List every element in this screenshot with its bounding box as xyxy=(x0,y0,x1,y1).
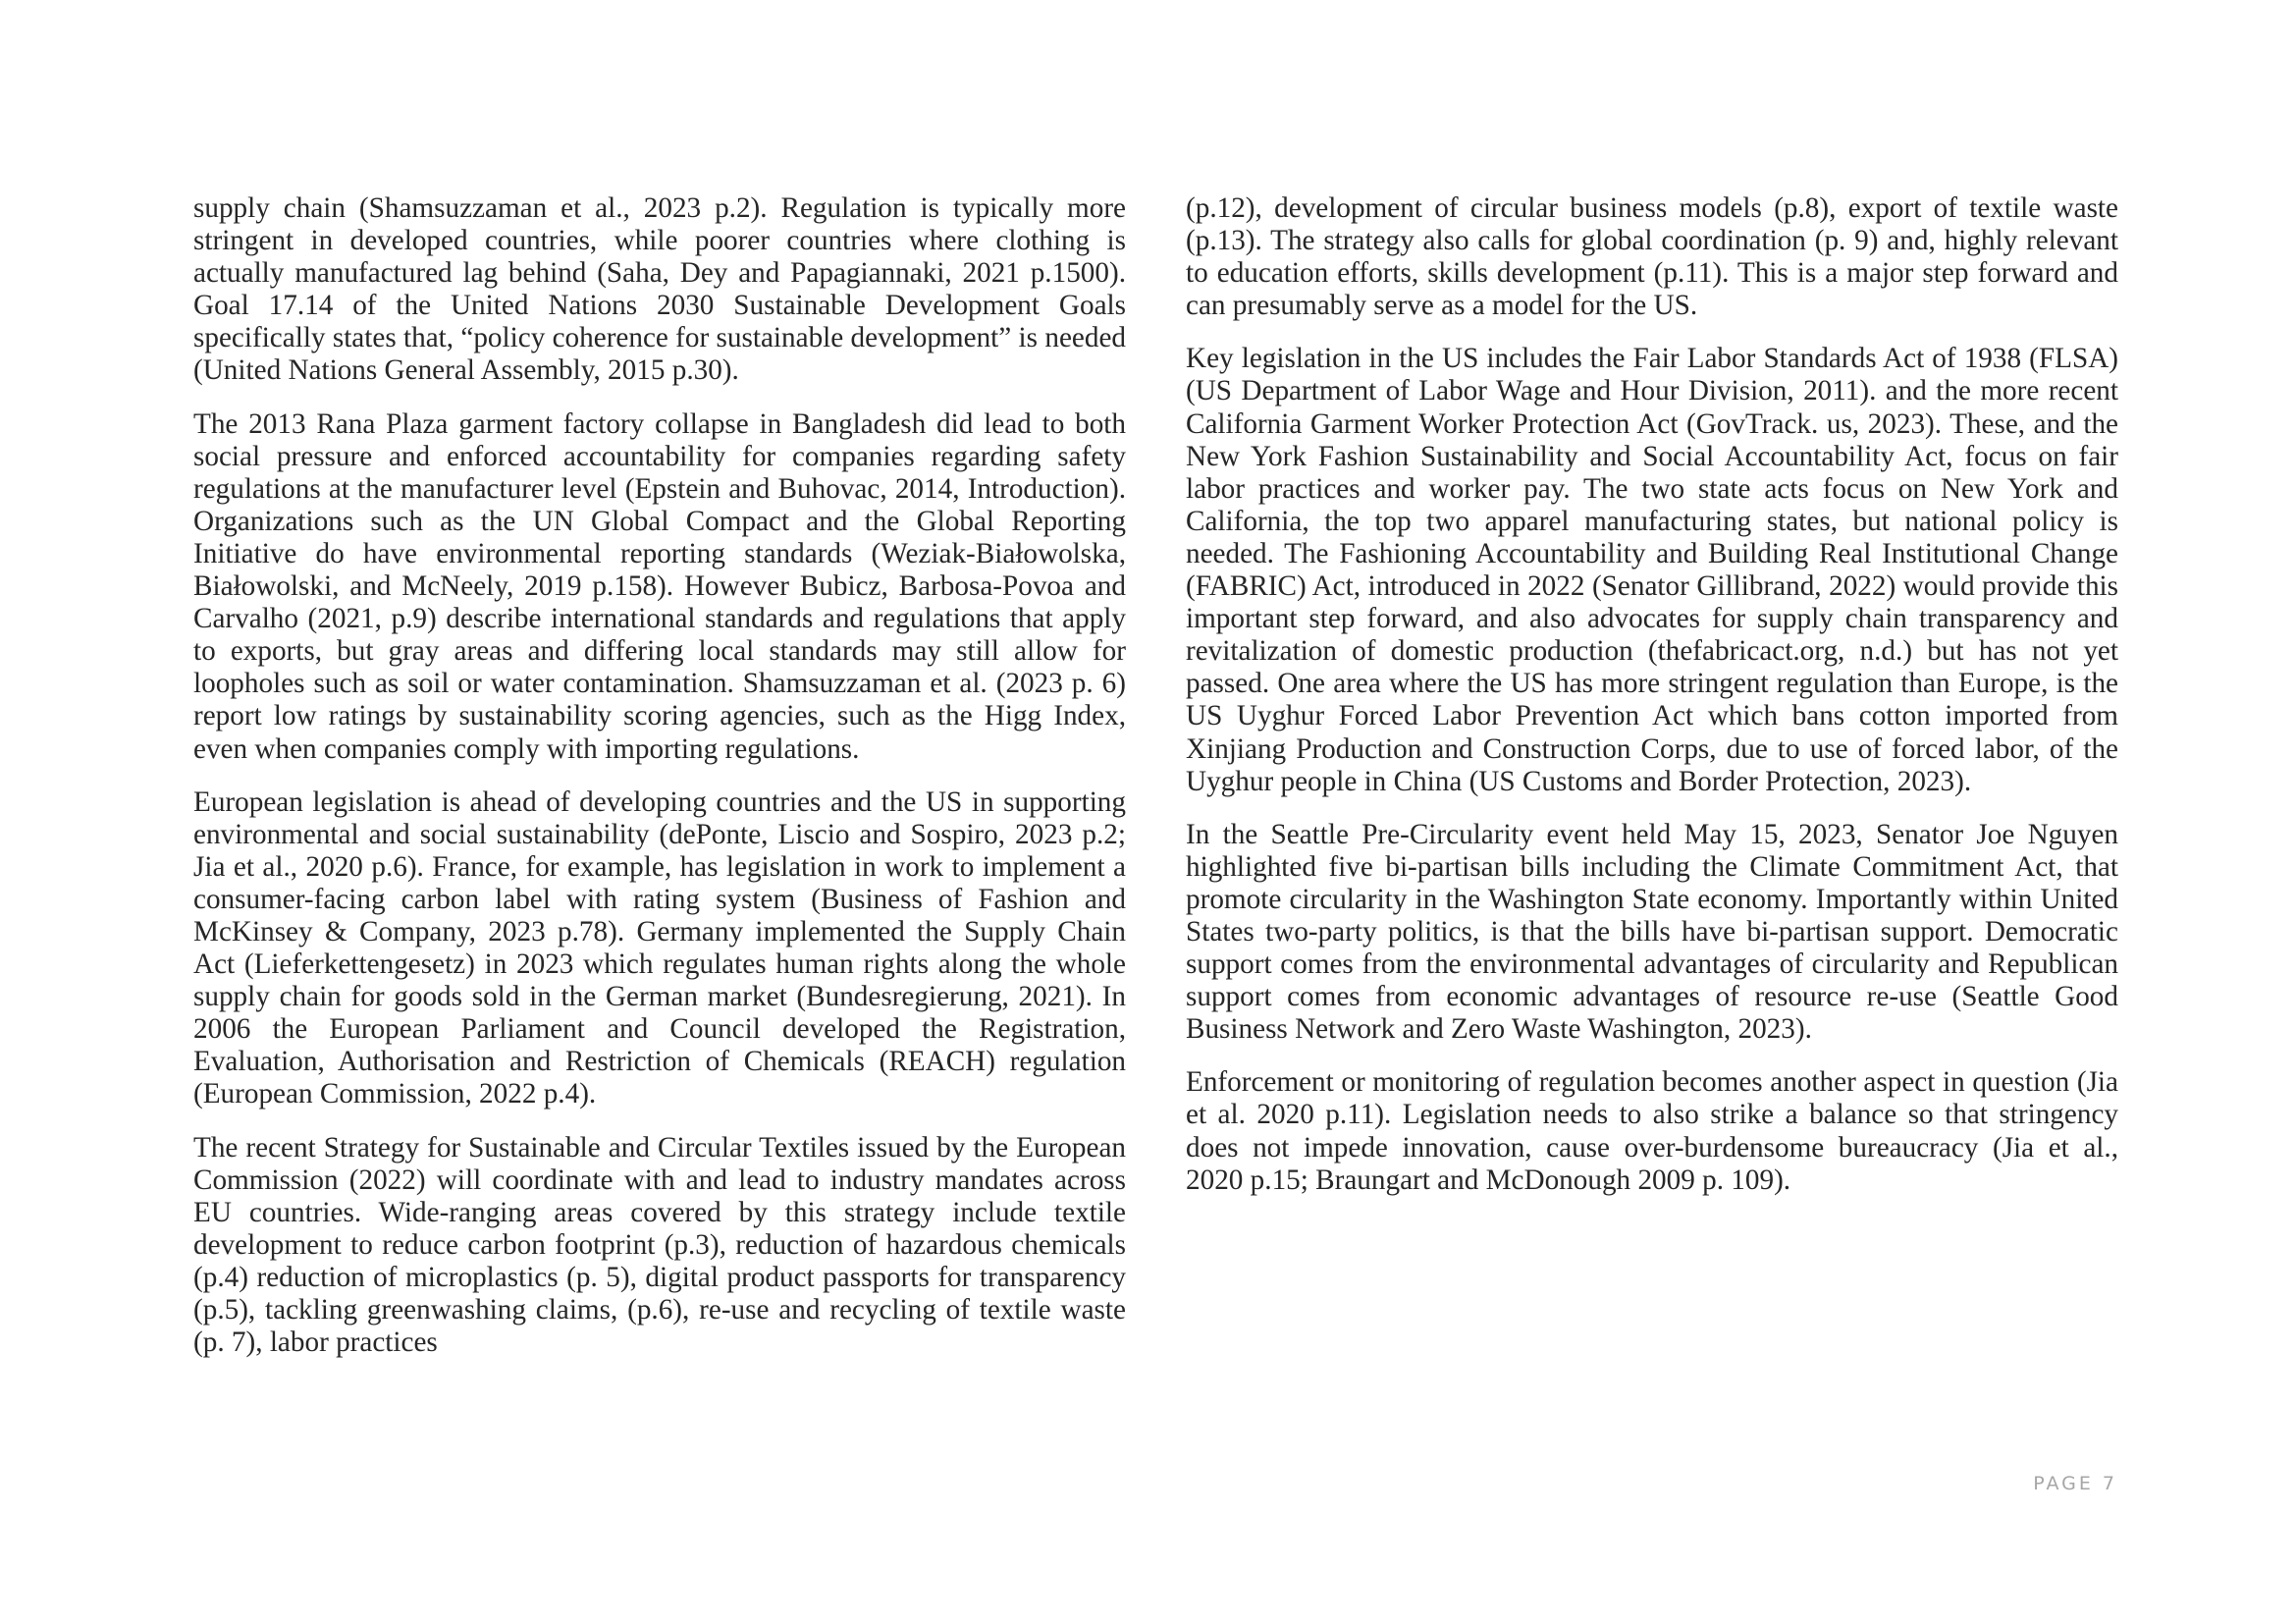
right-paragraph-1: (p.12), development of circular business models (p.8), export of textile waste (p.13). The strategy also calls for global coordination (p. 9) and, highly relevant to education efforts, skills development (p.11). This is a major step forward and can presumably serve as a model for the US. xyxy=(1186,192,2118,322)
page-number: PAGE 7 xyxy=(2033,1473,2117,1494)
left-paragraph-3: European legislation is ahead of developing countries and the US in supporting environmental and social sustainability (dePonte, Liscio and Sospiro, 2023 p.2; Jia et al., 2020 p.6). France, for example, has legislation in work to implement a consumer-facing carbon label with rating system (Business of Fashion and McKinsey & Company, 2023 p.78). Germany implemented the Supply Chain Act (Lieferkettengesetz) in 2023 which regulates human rights along the whole supply chain for goods sold in the German market (Bundesregierung, 2021). In 2006 the European Parliament and Council developed the Registration, Evaluation, Authorisation and Restriction of Chemicals (REACH) regulation (European Commission, 2022 p.4). xyxy=(193,785,1126,1110)
right-paragraph-4: Enforcement or monitoring of regulation becomes another aspect in question (Jia et al. 2020 p.11). Legislation needs to also strike a balance so that stringency does not impede innovation, cause over-burdensome bureaucracy (Jia et al., 2020 p.15; Braungart and McDonough 2009 p. 109). xyxy=(1186,1066,2118,1196)
left-paragraph-1: supply chain (Shamsuzzaman et al., 2023 p.2). Regulation is typically more stringent in developed countries, while poorer countries where clothing is actually manufactured lag behind (Saha, Dey and Papagiannaki, 2021 p.1500). Goal 17.14 of the United Nations 2030 Sustainable Development Goals specifically states that, “policy coherence for sustainable development” is needed (United Nations General Assembly, 2015 p.30). xyxy=(193,192,1126,387)
right-column xyxy=(1186,192,2118,1218)
left-column xyxy=(193,192,1126,1380)
right-paragraph-3: In the Seattle Pre-Circularity event held May 15, 2023, Senator Joe Nguyen highlighted five bi-partisan bills including the Climate Commitment Act, that promote circularity in the Washington State economy. Importantly within United States two-party politics, is that the bills have bi-partisan support. Democratic support comes from the environmental advantages of circularity and Republican support comes from economic advantages of resource re-use (Seattle Good Business Network and Zero Waste Washington, 2023). xyxy=(1186,818,2118,1046)
right-paragraph-2: Key legislation in the US includes the Fair Labor Standards Act of 1938 (FLSA) (US Department of Labor Wage and Hour Division, 2011). and the more recent California Garment Worker Protection Act (GovTrack. us, 2023). These, and the New York Fashion Sustainability and Social Accountability Act, focus on fair labor practices and worker pay. The two state acts focus on New York and California, the top two apparel manufacturing states, but national policy is needed. The Fashioning Accountability and Building Real Institutional Change (FABRIC) Act, introduced in 2022 (Senator Gillibrand, 2022) would provide this important step forward, and also advocates for supply chain transparency and revitalization of domestic production (thefabricact.org, n.d.) but has not yet passed. One area where the US has more stringent regulation than Europe, is the US Uyghur Forced Labor Prevention Act which bans cotton imported from Xinjiang Production and Construction Corps, due to use of forced labor, of the Uyghur people in China (US Customs and Border Protection, 2023). xyxy=(1186,343,2118,797)
left-paragraph-2: The 2013 Rana Plaza garment factory collapse in Bangladesh did lead to both social pressure and enforced accountability for companies regarding safety regulations at the manufacturer level (Epstein and Buhovac, 2014, Introduction). Organizations such as the UN Global Compact and the Global Reporting Initiative do have environmental reporting standards (Weziak-Białowolska, Białowolski, and McNeely, 2019 p.158). However Bubicz, Barbosa-Povoa and Carvalho (2021, p.9) describe international standards and regulations that apply to exports, but gray areas and differing local standards may still allow for loopholes such as soil or water contamination. Shamsuzzaman et al. (2023 p. 6) report low ratings by sustainability scoring agencies, such as the Higg Index, even when companies comply with importing regulations. xyxy=(193,407,1126,765)
left-paragraph-4: The recent Strategy for Sustainable and Circular Textiles issued by the European Commission (2022) will coordinate with and lead to industry mandates across EU countries. Wide-ranging areas covered by this strategy include textile development to reduce carbon footprint (p.3), reduction of hazardous chemicals (p.4) reduction of microplastics (p. 5), digital product passports for transparency (p.5), tackling greenwashing claims, (p.6), re-use and recycling of textile waste (p. 7), labor practices xyxy=(193,1131,1126,1359)
